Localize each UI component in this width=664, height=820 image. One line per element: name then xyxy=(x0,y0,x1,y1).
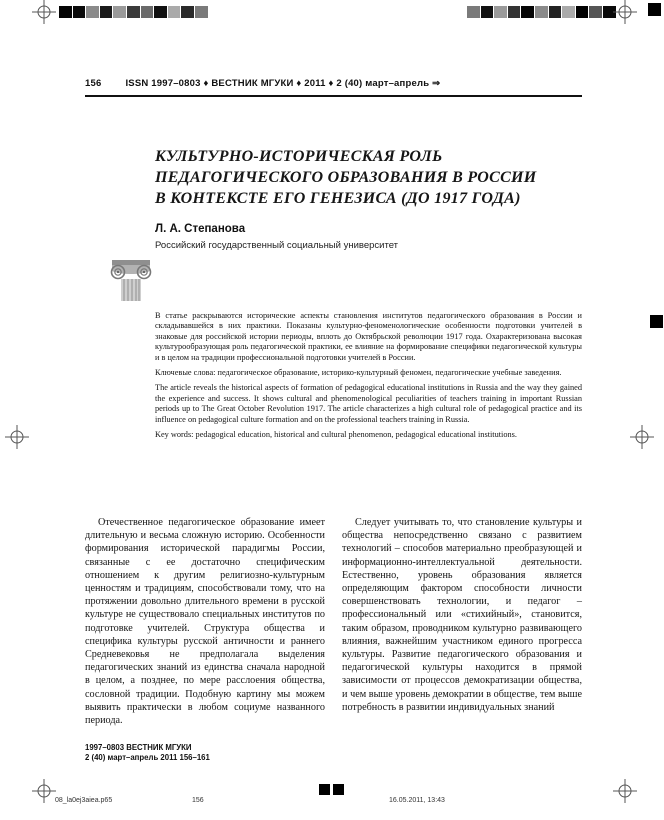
calibration-square xyxy=(168,6,181,18)
ionic-capital-ornament xyxy=(110,257,152,303)
article-title xyxy=(155,146,595,209)
abstract-english: The article reveals the historical aspects of formation of pedagogical educational institutions in Russia and the way they gained the experience and success. It shows cultural and phenomenological peculiarities of teachers training in important Russian periods up to The Great October Revolution 1917. The article characterizes a high cultural role of pedagogical practice and its influence on pedagogical culture formation and on the professional teachers training in Russia. xyxy=(155,383,582,424)
article-body xyxy=(85,516,582,727)
calibration-square xyxy=(100,6,113,18)
body-column-right: Следует учитывать то, что становление культуры и общества непосредственно связано с развитием технологий – способов материально преобразующей и информационно-интеллектуальной деятельности. Естественно, уровень образования является определяющим фактором способности личности совершенствовать технологии, и педагог – профессиональный или «стихийный», становится, таким образом, проводником культурно развивающего влияния, важнейшим участником единого прогресса культуры. Развитие педагогического образования и педагогической культуры находится в прямой зависимости от процессов демократизации общества, и чем выше уровень демократии в обществе, тем выше потребность в развитии индивидуальных знаний xyxy=(342,517,582,713)
corner-mark-square-top-right xyxy=(648,3,661,16)
body-column-left: Отечественное педагогическое образование имеет длительную и весьма сложную историю. Особенности формирования исторической парадигмы России, связанные с ее достаточно специфическим отношением к другим религиозно-культурным ценностям и традициям, способствовали тому, что на протяжении довольно длительного времени в русской культуре не существовало специальных институтов по подготовке учителей. Структура общества и специфика культуры русской античности и раннего Средневековья не предполагала выделения педагогических знаний из единства сначала народной в целом, а позднее, по мере расслоения общества, сословной традиции. Подобную картину мы можем выявить практически в любом социуме названного периода. xyxy=(85,517,325,727)
calibration-square xyxy=(576,6,589,18)
title-line-1: КУЛЬТУРНО-ИСТОРИЧЕСКАЯ РОЛЬ xyxy=(155,148,443,165)
print-page-number: 156 xyxy=(192,797,204,804)
page-number: 156 xyxy=(85,78,102,89)
calibration-square xyxy=(113,6,126,18)
calibration-square xyxy=(508,6,521,18)
calibration-square xyxy=(549,6,562,18)
calibration-square xyxy=(535,6,548,18)
footer-issue-line: 2 (40) март–апрель 2011 156–161 xyxy=(85,753,210,762)
calibration-square xyxy=(86,6,99,18)
calibration-square xyxy=(467,6,480,18)
registration-crosshair-top-left xyxy=(32,0,56,24)
color-calibration-bar-right xyxy=(467,6,616,18)
page-footer xyxy=(85,743,210,763)
calibration-square xyxy=(195,6,208,18)
calibration-square xyxy=(141,6,154,18)
print-datetime: 16.05.2011, 13:43 xyxy=(389,797,445,804)
footer-journal-line: 1997–0803 ВЕСТНИК МГУКИ xyxy=(85,743,192,752)
calibration-square xyxy=(59,6,72,18)
calibration-square xyxy=(154,6,167,18)
calibration-square xyxy=(589,6,602,18)
registration-crosshair-right-edge xyxy=(630,425,654,449)
abstract-block xyxy=(155,311,582,445)
center-mark-square-1 xyxy=(319,784,330,795)
calibration-square xyxy=(181,6,194,18)
calibration-square xyxy=(521,6,534,18)
journal-issue-line: ISSN 1997–0803 ♦ ВЕСТНИК МГУКИ ♦ 2011 ♦ 2 (40) март–апрель ⇒ xyxy=(125,78,441,89)
author-affiliation: Российский государственный социальный университет xyxy=(155,240,399,251)
header-rule xyxy=(85,95,582,97)
registration-crosshair-top-right xyxy=(613,0,637,24)
title-line-2: ПЕДАГОГИЧЕСКОГО ОБРАЗОВАНИЯ В РОССИИ xyxy=(155,169,537,186)
print-filename: 08_la0ej3aiea.p65 xyxy=(55,797,113,804)
calibration-square xyxy=(562,6,575,18)
calibration-square xyxy=(494,6,507,18)
registration-crosshair-left-edge xyxy=(5,425,29,449)
calibration-square xyxy=(127,6,140,18)
registration-crosshair-bottom-left xyxy=(32,779,56,803)
running-header xyxy=(85,78,582,89)
edge-mark-square-right xyxy=(650,315,663,328)
abstract-russian: В статье раскрываются исторические аспекты становления институтов педагогического образования в России и складывавшейся в них практики. Показаны культурно-феноменологические особенности подготовки учителей в знаковые для российской истории периоды, вплоть до Октябрьской революции 1917 года. Охарактеризована высокая культурообразующая роль педагогической практики, ее влияние на формирование специфики педагогической культуры и в целом на традиции профессиональной подготовки учителей в России. xyxy=(155,311,582,362)
calibration-square xyxy=(73,6,86,18)
keywords-russian: Ключевые слова: педагогическое образование, историко-культурный феномен, педагогические учебные заведения. xyxy=(155,368,562,378)
color-calibration-bar-left xyxy=(59,6,208,18)
author-name: Л. А. Степанова xyxy=(155,223,246,235)
center-mark-square-2 xyxy=(333,784,344,795)
title-line-3: В КОНТЕКСТЕ ЕГО ГЕНЕЗИСА (ДО 1917 ГОДА) xyxy=(155,190,521,207)
keywords-english: Key words: pedagogical education, historical and cultural phenomenon, pedagogical educational institutions. xyxy=(155,430,517,440)
registration-crosshair-bottom-right xyxy=(613,779,637,803)
calibration-square xyxy=(481,6,494,18)
